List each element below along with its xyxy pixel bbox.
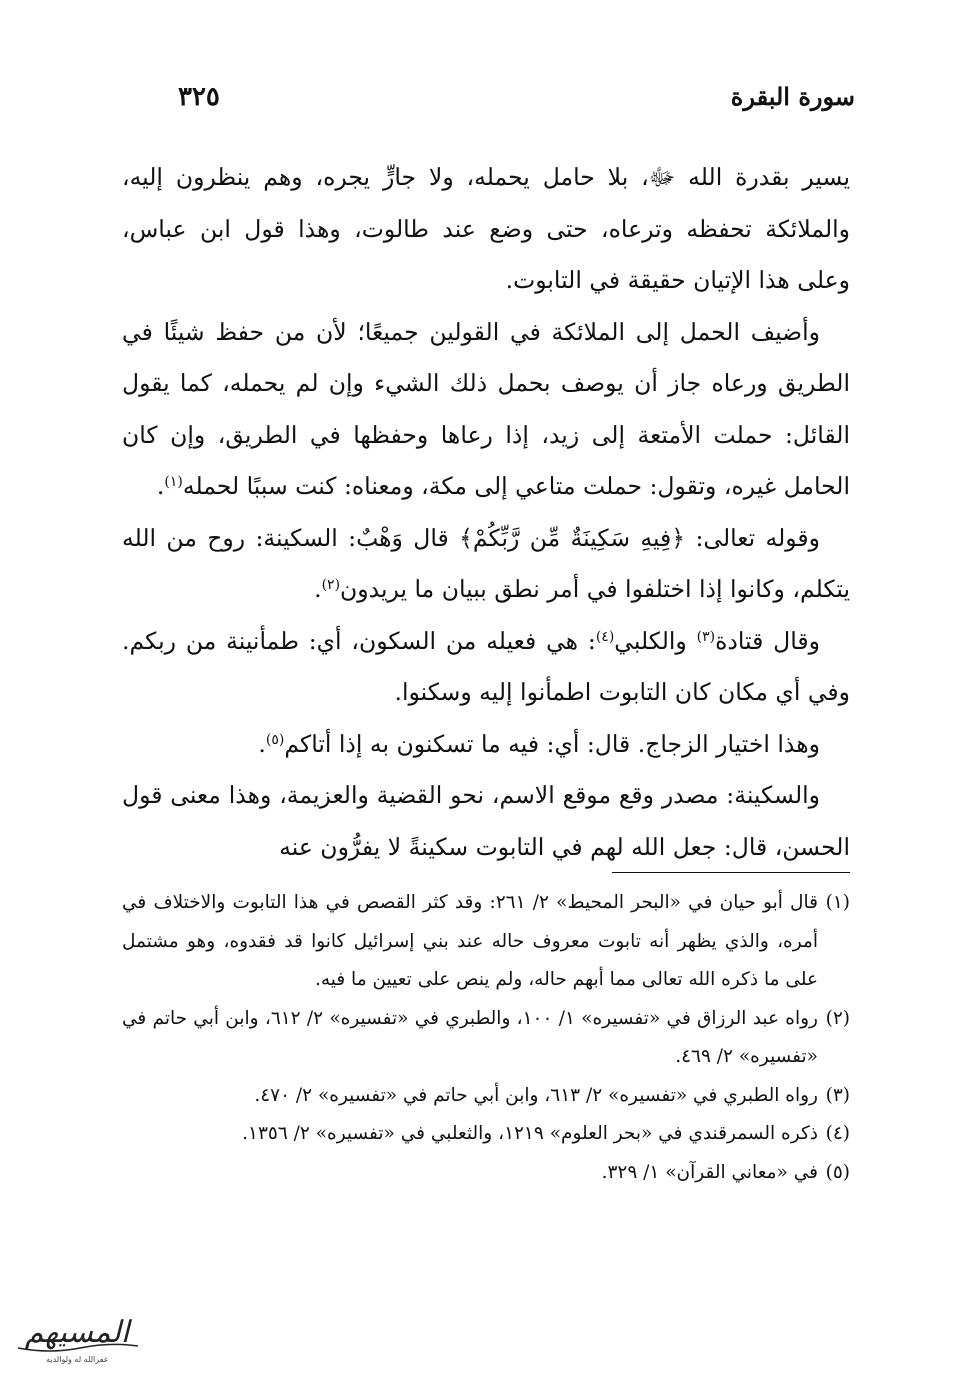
footnote-text: ذكره السمرقندي في «بحر العلوم» ١٢١٩، والثعلبي في «تفسيره» ٢/ ١٣٥٦. (242, 1123, 818, 1144)
footnote-3 (122, 1077, 850, 1116)
paragraph-4-b: والكلبي (614, 626, 697, 655)
footnote-1 (122, 884, 850, 1000)
paragraph-1 (122, 152, 850, 307)
footnote-ref-5: (٥) (265, 731, 285, 748)
footnote-number: (٢) (825, 1007, 850, 1029)
quran-verse: ﴿فِيهِ سَكِينَةٌ مِّن رَّبِّكُمْ﴾ (459, 523, 686, 552)
footnote-number: (٣) (825, 1084, 850, 1106)
paragraph-6 (122, 770, 850, 873)
logo-sub-text: غفرالله له ولوالديه (46, 1355, 108, 1364)
footnote-ref-3: (٣) (696, 628, 716, 645)
paragraph-6-text: والسكينة: مصدر وقع موقع الاسم، نحو القضية والعزيمة، وهذا معنى قول الحسن، قال: جعل الله لهم في التابوت سكينةً لا يفرُّون عنه (122, 781, 850, 861)
page-header (120, 82, 855, 122)
paragraph-4-c: : هي فعيله من السكون، أي: طمأنينة من ربكم. وفي أي مكان كان التابوت اطمأنوا إليه وسكنوا. (122, 626, 850, 706)
footnote-number: (٥) (825, 1161, 850, 1183)
logo-main-text: المسيهم (24, 1315, 130, 1350)
main-text (122, 152, 850, 873)
footnotes (122, 884, 850, 1192)
footnote-text: في «معاني القرآن» ١/ ٣٢٩. (601, 1161, 818, 1183)
footnote-4 (122, 1115, 850, 1154)
footnote-text: رواه الطبري في «تفسيره» ٢/ ٦١٣، وابن أبي حاتم في «تفسيره» ٢/ ٤٧٠. (254, 1084, 818, 1106)
footnote-5 (122, 1154, 850, 1193)
paragraph-5-text: وهذا اختيار الزجاج. قال: أي: فيه ما تسكنون به إذا أتاكم (284, 729, 820, 758)
page-number: ٣٢٥ (178, 82, 220, 112)
paragraph-1-text: يسير بقدرة الله ﷻ، بلا حامل يحمله، ولا جارٍّ يجره، وهم ينظرون إليه، والملائكة تحفظه وترعاه، حتى وضع عند طالوت، وهذا قول ابن عباس، وعلى هذا الإتيان حقيقة في التابوت. (122, 163, 850, 294)
surah-title: سورة البقرة (730, 82, 855, 111)
paragraph-5 (122, 719, 850, 771)
paragraph-2-text: وأضيف الحمل إلى الملائكة في القولين جميعًا؛ لأن من حفظ شيئًا في الطريق ورعاه جاز أن يوصف بحمل ذلك الشيء وإن لم يحمله، كما يقول القائل: حملت الأمتعة إلى زيد، إذا رعاها وحفظها في الطريق، وإن كان الحامل غيره، وتقول: حملت متاعي إلى مكة، ومعناه: كنت سببًا لحمله (122, 317, 850, 500)
publisher-logo (10, 1302, 145, 1370)
paragraph-4-a: وقال قتادة (715, 626, 820, 655)
footnote-number: (٤) (825, 1123, 850, 1144)
paragraph-3-end: . (314, 575, 322, 603)
footnote-text: رواه عبد الرزاق في «تفسيره» ١/ ١٠٠، والطبري في «تفسيره» ٢/ ٦١٢، وابن أبي حاتم في «تفسيره» ٢/ ٤٦٩. (122, 1007, 818, 1067)
paragraph-4 (122, 616, 850, 719)
paragraph-2 (122, 307, 850, 513)
footnote-number: (١) (825, 892, 850, 913)
paragraph-5-end: . (258, 729, 266, 758)
paragraph-3 (122, 513, 850, 616)
paragraph-3-start: وقوله تعالى: (695, 523, 820, 552)
paragraph-3-rest: قال وَهْبٌ: السكينة: روح من الله يتكلم، وكانوا إذا اختلفوا في أمر نطق ببيان ما يريدون (122, 523, 850, 603)
footnote-separator (612, 872, 850, 873)
paragraph-2-end: . (156, 472, 165, 500)
footnote-text: قال أبو حيان في «البحر المحيط» ٢/ ٢٦١: وقد كثر القصص في هذا التابوت والاختلاف في أمره، والذي يظهر أنه تابوت معروف حاله عند بني إسرائيل كانوا قد فقدوه، وهو مشتمل على ما ذكره الله تعالى مما أبهم حاله، ولم ينص على تعيين ما فيه. (122, 892, 818, 990)
footnote-ref-2: (٢) (321, 577, 341, 593)
footnote-2 (122, 1000, 850, 1077)
footnote-ref-4: (٤) (595, 628, 615, 645)
footnote-ref-1: (١) (164, 474, 183, 490)
